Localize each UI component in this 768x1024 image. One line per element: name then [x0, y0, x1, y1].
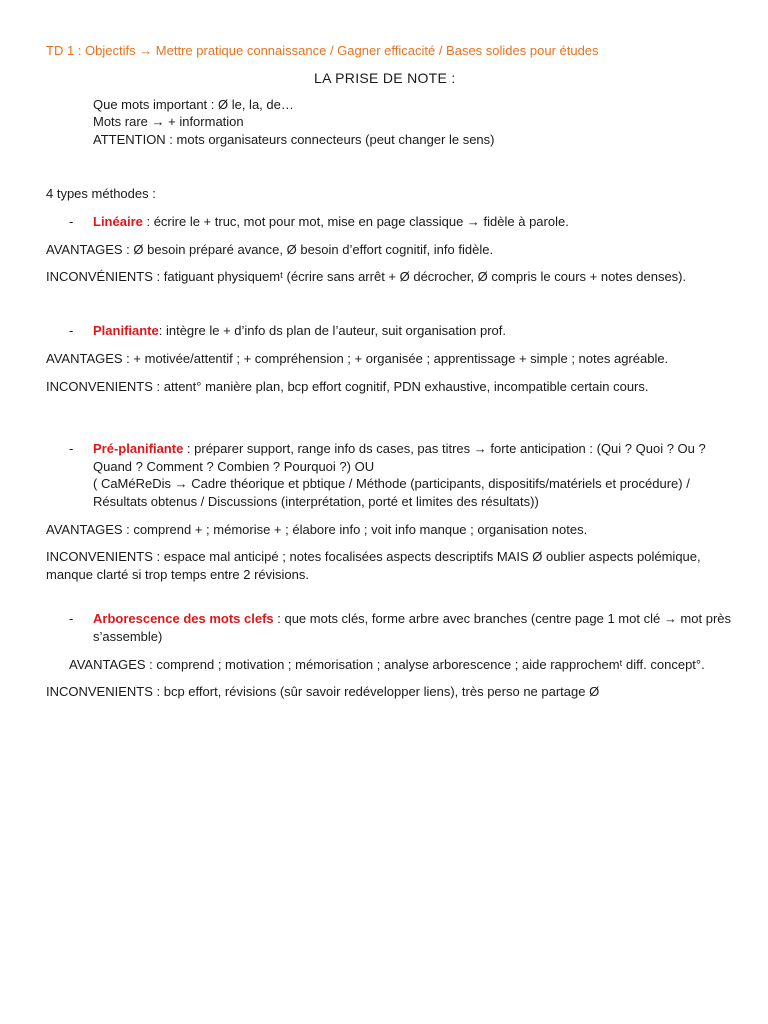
method-pre-planifiante [93, 440, 706, 458]
page-title: LA PRISE DE NOTE : [314, 70, 456, 86]
method-name: Arborescence des mots clefs [93, 611, 274, 626]
method-lineaire [93, 213, 569, 231]
bullet-dash: - [69, 611, 74, 626]
td-objectives-line: TD 1 : Objectifs → Mettre pratique connaissance / Gagner efficacité / Bases solides pour études [46, 43, 599, 58]
method-desc: : écrire le + truc, mot pour mot, mise en page classique → fidèle à parole. [142, 214, 569, 229]
bullet-dash: - [69, 441, 74, 456]
intro-line-3: ATTENTION : mots organisateurs connecteurs (peut changer le sens) [93, 132, 495, 147]
bullet-dash: - [69, 214, 74, 229]
method-arborescence [93, 610, 731, 628]
method-desc: : intègre le + d’info ds plan de l’auteur, suit organisation prof. [158, 323, 506, 338]
intro-line-1: Que mots important : Ø le, la, de… [93, 97, 294, 112]
method-name: Planifiante [93, 323, 159, 338]
advantages-pre-planifiante: AVANTAGES : comprend + ; mémorise + ; élabore info ; voit info manque ; organisation notes. [46, 522, 588, 537]
method-desc-line-2: s’assemble) [93, 629, 163, 644]
types-heading: 4 types méthodes : [46, 186, 156, 201]
inconvenients-planifiante: INCONVENIENTS : attent° manière plan, bcp effort cognitif, PDN exhaustive, incompatible certain cours. [46, 379, 649, 394]
method-desc: : préparer support, range info ds cases, pas titres → forte anticipation : (Qui ? Quoi ? Ou ? [183, 441, 706, 456]
advantages-planifiante: AVANTAGES : + motivée/attentif ; + compréhension ; + organisée ; apprentissage + simple ; notes agréable. [46, 351, 669, 366]
inconvenients-lineaire: INCONVÉNIENTS : fatiguant physiquemᵗ (écrire sans arrêt + Ø décrocher, Ø compris le cours + notes denses). [46, 269, 687, 284]
method-planifiante [93, 322, 506, 340]
method-desc: : que mots clés, forme arbre avec branches (centre page 1 mot clé → mot près [273, 611, 732, 626]
intro-line-2: Mots rare → + information [93, 114, 244, 129]
advantages-lineaire: AVANTAGES : Ø besoin préparé avance, Ø besoin d’effort cognitif, info fidèle. [46, 242, 494, 257]
advantages-arborescence: AVANTAGES : comprend ; motivation ; mémorisation ; analyse arborescence ; aide rapprochemᵗ diff. concept°. [69, 657, 705, 672]
inconvenients-pre-planifiante-1: INCONVENIENTS : espace mal anticipé ; notes focalisées aspects descriptifs MAIS Ø oublier aspects polémique, [46, 549, 701, 564]
method-desc-line-4: Résultats obtenus / Discussions (interprétation, porté et limites des résultats)) [93, 494, 539, 509]
method-desc-line-3: ( CaMéReDis → Cadre théorique et pbtique / Méthode (participants, dispositifs/matériels et procédure) / [93, 476, 690, 491]
inconvenients-pre-planifiante-2: manque clarté si trop temps entre 2 révisions. [46, 567, 310, 582]
method-desc-line-2: Quand ? Comment ? Combien ? Pourquoi ?) OU [93, 459, 375, 474]
inconvenients-arborescence: INCONVENIENTS : bcp effort, révisions (sûr savoir redévelopper liens), très perso ne partage Ø [46, 684, 600, 699]
method-name: Pré-planifiante [93, 441, 184, 456]
bullet-dash: - [69, 323, 74, 338]
method-name: Linéaire [93, 214, 143, 229]
